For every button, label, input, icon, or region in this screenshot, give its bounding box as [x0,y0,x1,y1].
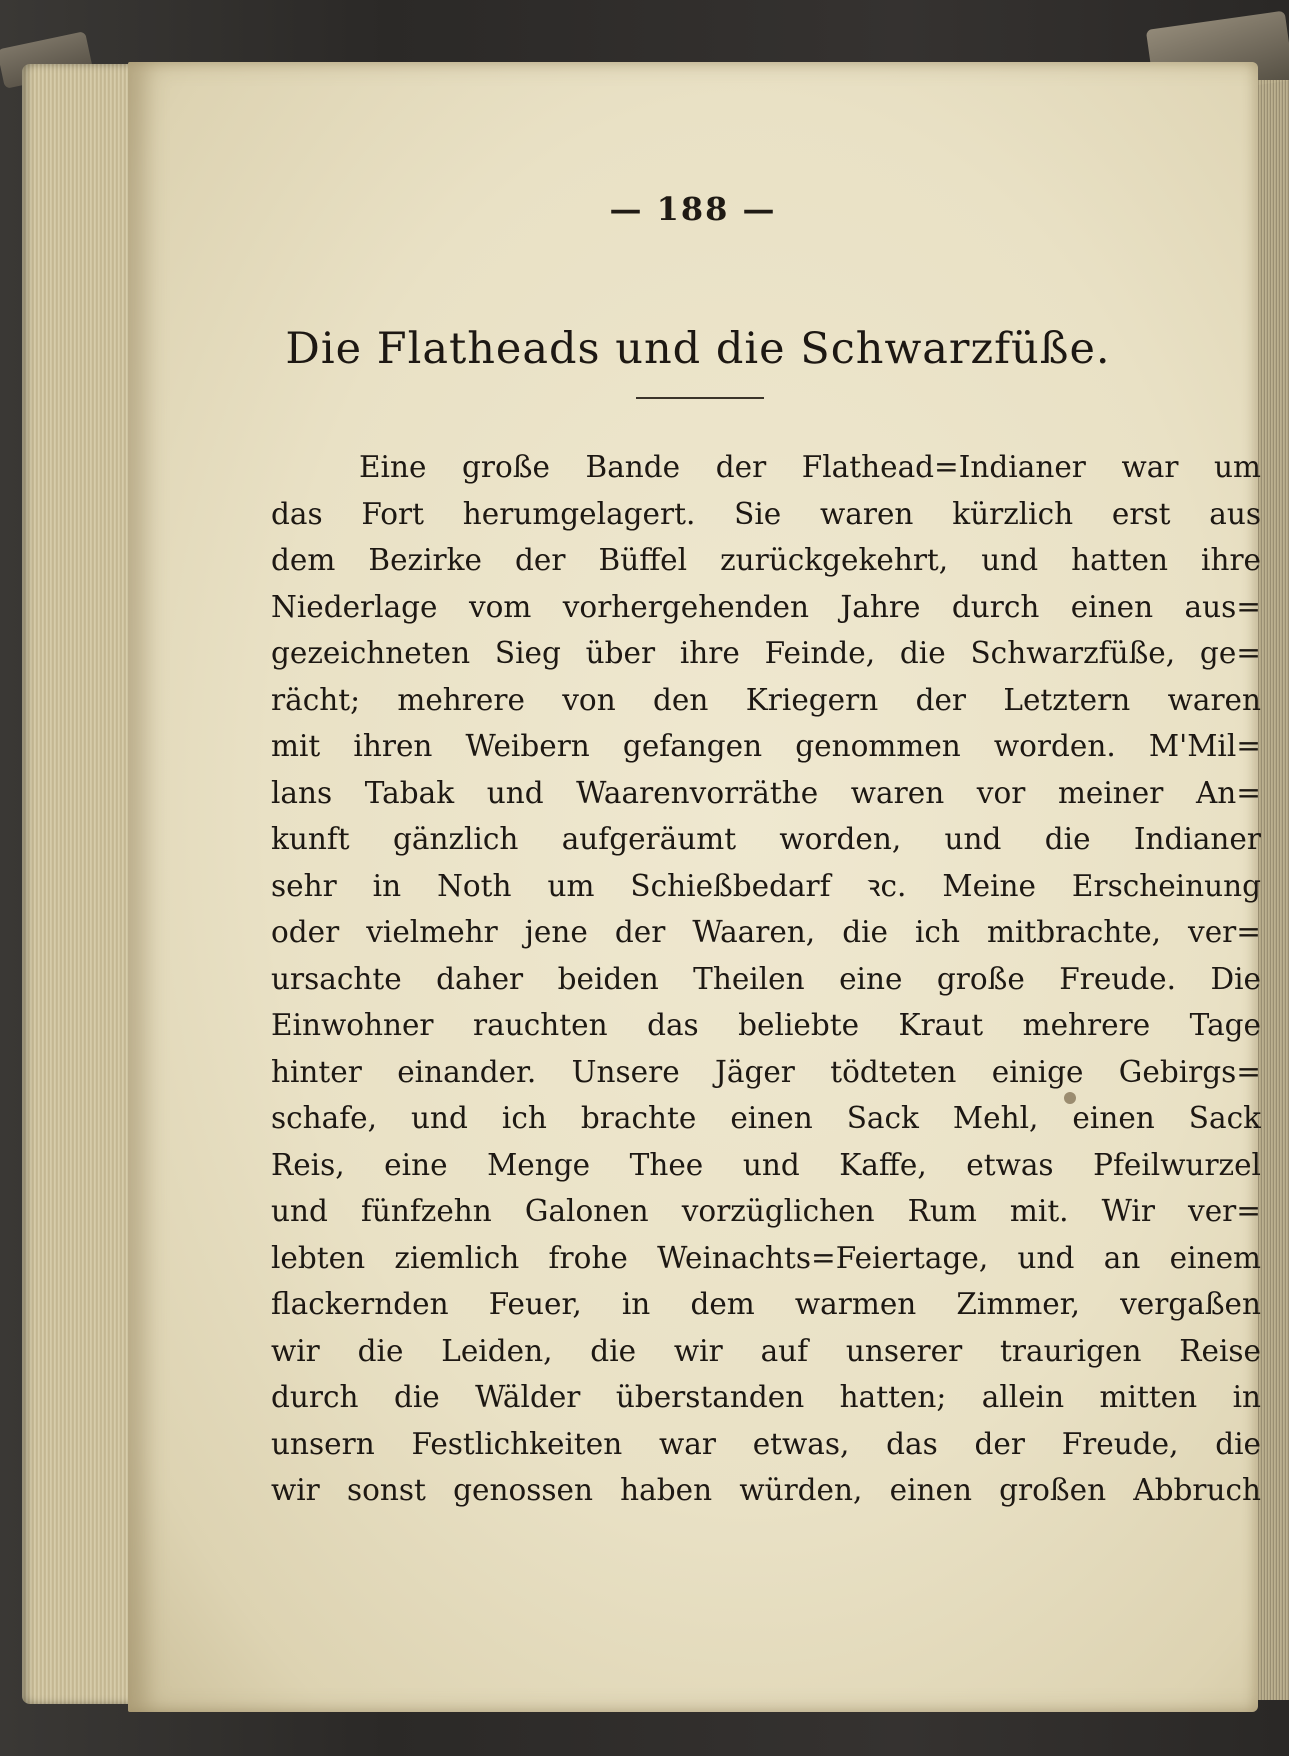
page-edges-left [22,64,132,1704]
text-line: wir sonst genossen haben würden, einen großen Abbruch [271,1473,1261,1507]
text-line: Niederlage vom vorhergehenden Jahre durch einen aus= [271,589,1261,624]
text-line: hinter einander. Unsere Jäger tödteten einige Gebirgs= [271,1054,1261,1089]
text-line: ursachte daher beiden Theilen eine große Freude. Die [271,961,1261,996]
text-line: Eine große Bande der Flathead=Indianer war um [359,450,1261,484]
text-line: das Fort herumgelagert. Sie waren kürzlich erst aus [271,496,1261,531]
text-line: sehr in Noth um Schießbedarf ꝛc. Meine Erscheinung [271,868,1261,903]
text-line: Einwohner rauchten das beliebte Kraut mehrere Tage [271,1008,1261,1042]
text-line: flackernden Feuer, in dem warmen Zimmer, vergaßen [271,1287,1261,1321]
text-line: mit ihren Weibern gefangen genommen worden. M'Mil= [271,729,1261,763]
text-line: und fünfzehn Galonen vorzüglichen Rum mit. Wir ver= [271,1194,1261,1228]
text-line: schafe, und ich brachte einen Sack Mehl, einen Sack [271,1101,1261,1135]
text-line: dem Bezirke der Büffel zurückgekehrt, und hatten ihre [271,543,1261,577]
text-line: kunft gänzlich aufgeräumt worden, und die Indianer [271,822,1261,856]
text-line: wir die Leiden, die wir auf unserer traurigen Reise [271,1333,1261,1368]
text-line: lebten ziemlich frohe Weinachts=Feiertage, und an einem [271,1240,1261,1275]
page-title: Die Flatheads und die Schwarzfüße. [285,324,1111,374]
text-line: unsern Festlichkeiten war etwas, das der Freude, die [271,1426,1261,1461]
text-line: lans Tabak und Waarenvorräthe waren vor meiner An= [271,775,1261,810]
text-line: durch die Wälder überstanden hatten; allein mitten in [271,1380,1261,1414]
page-number: — 188 — [609,190,777,228]
book-page [128,62,1261,1712]
text-line: gezeichneten Sieg über ihre Feinde, die Schwarzfüße, ge= [271,636,1261,670]
text-line: Reis, eine Menge Thee und Kaffe, etwas Pfeilwurzel [271,1147,1261,1182]
body-text [271,444,1261,1514]
text-line: oder vielmehr jene der Waaren, die ich mitbrachte, ver= [271,915,1261,949]
title-divider [636,397,764,399]
text-line: rächt; mehrere von den Kriegern der Letztern waren [271,682,1261,717]
